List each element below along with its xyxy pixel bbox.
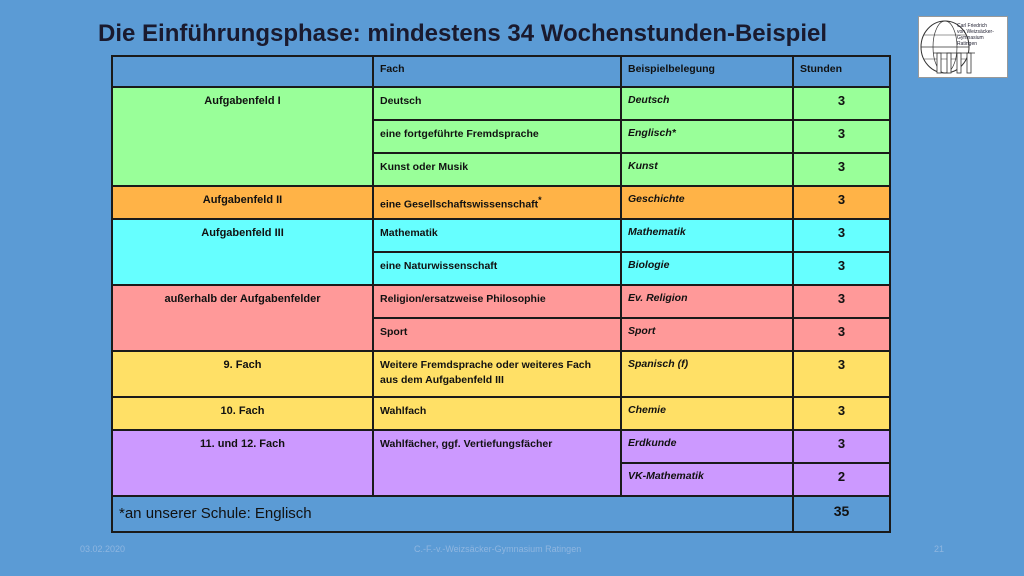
beispiel-cell: Mathematik [621,219,793,252]
table-header-row [112,56,890,87]
stunden-cell: 3 [793,153,890,186]
fach-cell: Wahlfächer, ggf. Vertiefungsfächer [373,430,621,496]
header-beispielbelegung: Beispielbelegung [621,56,793,87]
stunden-cell: 3 [793,219,890,252]
logo-line: Gymnasium [957,35,984,41]
page-title: Die Einführungsphase: mindestens 34 Wochenstunden-Beispiel [98,20,828,47]
total-stunden: 35 [793,496,890,532]
fach-cell: Mathematik [373,219,621,252]
footer-center: C.-F.-v.-Weizsäcker-Gymnasium Ratingen [414,544,582,554]
group-label: 10. Fach [112,397,373,430]
stunden-cell: 3 [793,318,890,351]
page-number: 21 [934,544,945,554]
beispiel-cell: Chemie [621,397,793,430]
stunden-table [111,55,891,533]
beispiel-cell: Spanisch (f) [621,351,793,397]
group-label: Aufgabenfeld II [112,186,373,219]
stunden-cell: 3 [793,285,890,318]
beispiel-cell: Biologie [621,252,793,285]
fach-cell: Kunst oder Musik [373,153,621,186]
stunden-cell: 3 [793,87,890,120]
stunden-cell: 3 [793,252,890,285]
table-row [112,219,890,252]
stunden-cell: 2 [793,463,890,496]
table-row [112,351,890,397]
logo-line: Ratingen [957,41,978,47]
beispiel-cell: Englisch* [621,120,793,153]
table-row [112,430,890,463]
fach-cell: Sport [373,318,621,351]
header-stunden: Stunden [793,56,890,87]
fach-cell: Religion/ersatzweise Philosophie [373,285,621,318]
fach-cell: Weitere Fremdsprache oder weiteres Fach aus dem Aufgabenfeld III [373,351,621,397]
group-label: 11. und 12. Fach [112,430,373,496]
beispiel-cell: Erdkunde [621,430,793,463]
group-label: Aufgabenfeld I [112,87,373,186]
stunden-cell: 3 [793,397,890,430]
footer-date: 03.02.2020 [80,544,126,554]
fach-cell: Deutsch [373,87,621,120]
stunden-cell: 3 [793,120,890,153]
fach-cell: eine Gesellschaftswissenschaft* [373,186,621,219]
beispiel-cell: VK-Mathematik [621,463,793,496]
header-cell [112,56,373,87]
table-row [112,186,890,219]
beispiel-cell: Kunst [621,153,793,186]
school-logo [918,16,1008,78]
fach-cell: Wahlfach [373,397,621,430]
beispiel-cell: Ev. Religion [621,285,793,318]
group-label: außerhalb der Aufgabenfelder [112,285,373,351]
fach-cell: eine Naturwissenschaft [373,252,621,285]
table-row [112,87,890,120]
header-fach: Fach [373,56,621,87]
stunden-cell: 3 [793,430,890,463]
logo-line: Carl Friedrich [957,23,988,29]
stunden-cell: 3 [793,186,890,219]
footnote: *an unserer Schule: Englisch [112,496,793,532]
fach-cell: eine fortgeführte Fremdsprache [373,120,621,153]
table-footer-row [112,496,890,532]
logo-line: von Weizsäcker- [957,29,994,35]
table-row [112,285,890,318]
beispiel-cell: Geschichte [621,186,793,219]
beispiel-cell: Sport [621,318,793,351]
stunden-cell: 3 [793,351,890,397]
table-row [112,397,890,430]
group-label: 9. Fach [112,351,373,397]
group-label: Aufgabenfeld III [112,219,373,285]
beispiel-cell: Deutsch [621,87,793,120]
